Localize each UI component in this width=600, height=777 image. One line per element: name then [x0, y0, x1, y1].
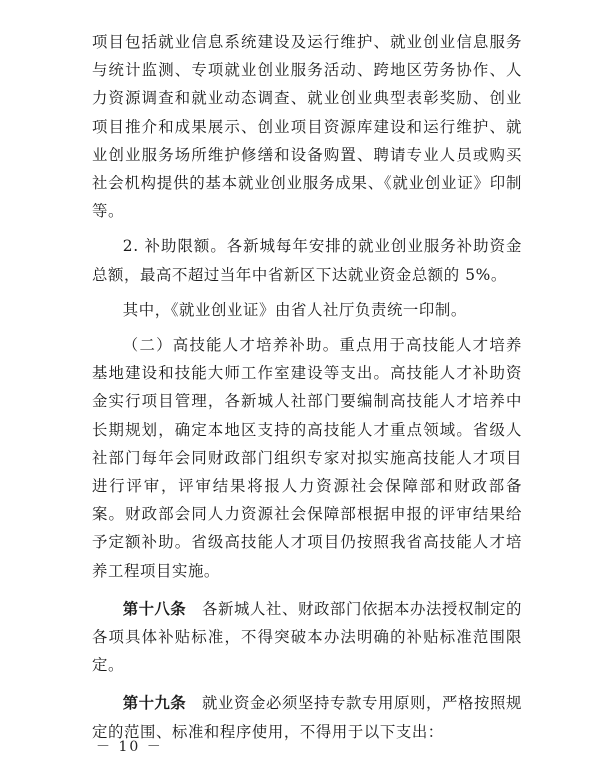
article-19-body: 就业资金必须坚持专款专用原则，严格按照规定的范围、标准和程序使用，不得用于以下支出： — [92, 694, 522, 741]
document-body — [92, 28, 522, 746]
paragraph-subsidy-limit: 2. 补助限额。各新城每年安排的就业创业服务补助资金总额，最高不超过当年中省新区下达就业资金总额的 5%。 — [92, 237, 522, 284]
article-18-title: 第十八条 — [122, 599, 186, 618]
page-number: － 10 － — [96, 739, 163, 755]
paragraph-project-scope: 项目包括就业信息系统建设及运行维护、就业创业信息服务与统计监测、专项就业创业服务活动、跨地区劳务协作、人力资源调查和就业动态调查、就业创业典型表彰奖励、创业项目推介和成果展示、创业项目资源库建设和运行维护、就业创业服务场所维护修缮和设备购置、聘请专业人员或购买社会机构提供的基本就业创业服务成果、《就业创业证》印制等。 — [92, 33, 522, 221]
article-19-title: 第十九条 — [122, 694, 186, 713]
article-18-body: 各新城人社、财政部门依据本办法授权制定的各项具体补贴标准，不得突破本办法明确的补贴标准范围限定。 — [92, 599, 522, 675]
article-18 — [92, 595, 522, 680]
paragraph-high-skill-subsidy: （二）高技能人才培养补助。重点用于高技能人才培养基地建设和技能大师工作室建设等支出。高技能人才补助资金实行项目管理，各新城人社部门要编制高技能人才培养中长期规划，确定本地区支持的高技能人才重点领域。省级人社部门每年会同财政部门组织专家对拟实施高技能人才项目进行评审，评审结果将报人力资源社会保障部和财政部备案。财政部会同人力资源社会保障部根据申报的评审结果给予定额补助。省级高技能人才项目仍按照我省高技能人才培养工程项目实施。 — [92, 336, 522, 580]
paragraph-certificate-printing: 其中，《就业创业证》由省人社厅负责统一印制。 — [122, 300, 467, 319]
